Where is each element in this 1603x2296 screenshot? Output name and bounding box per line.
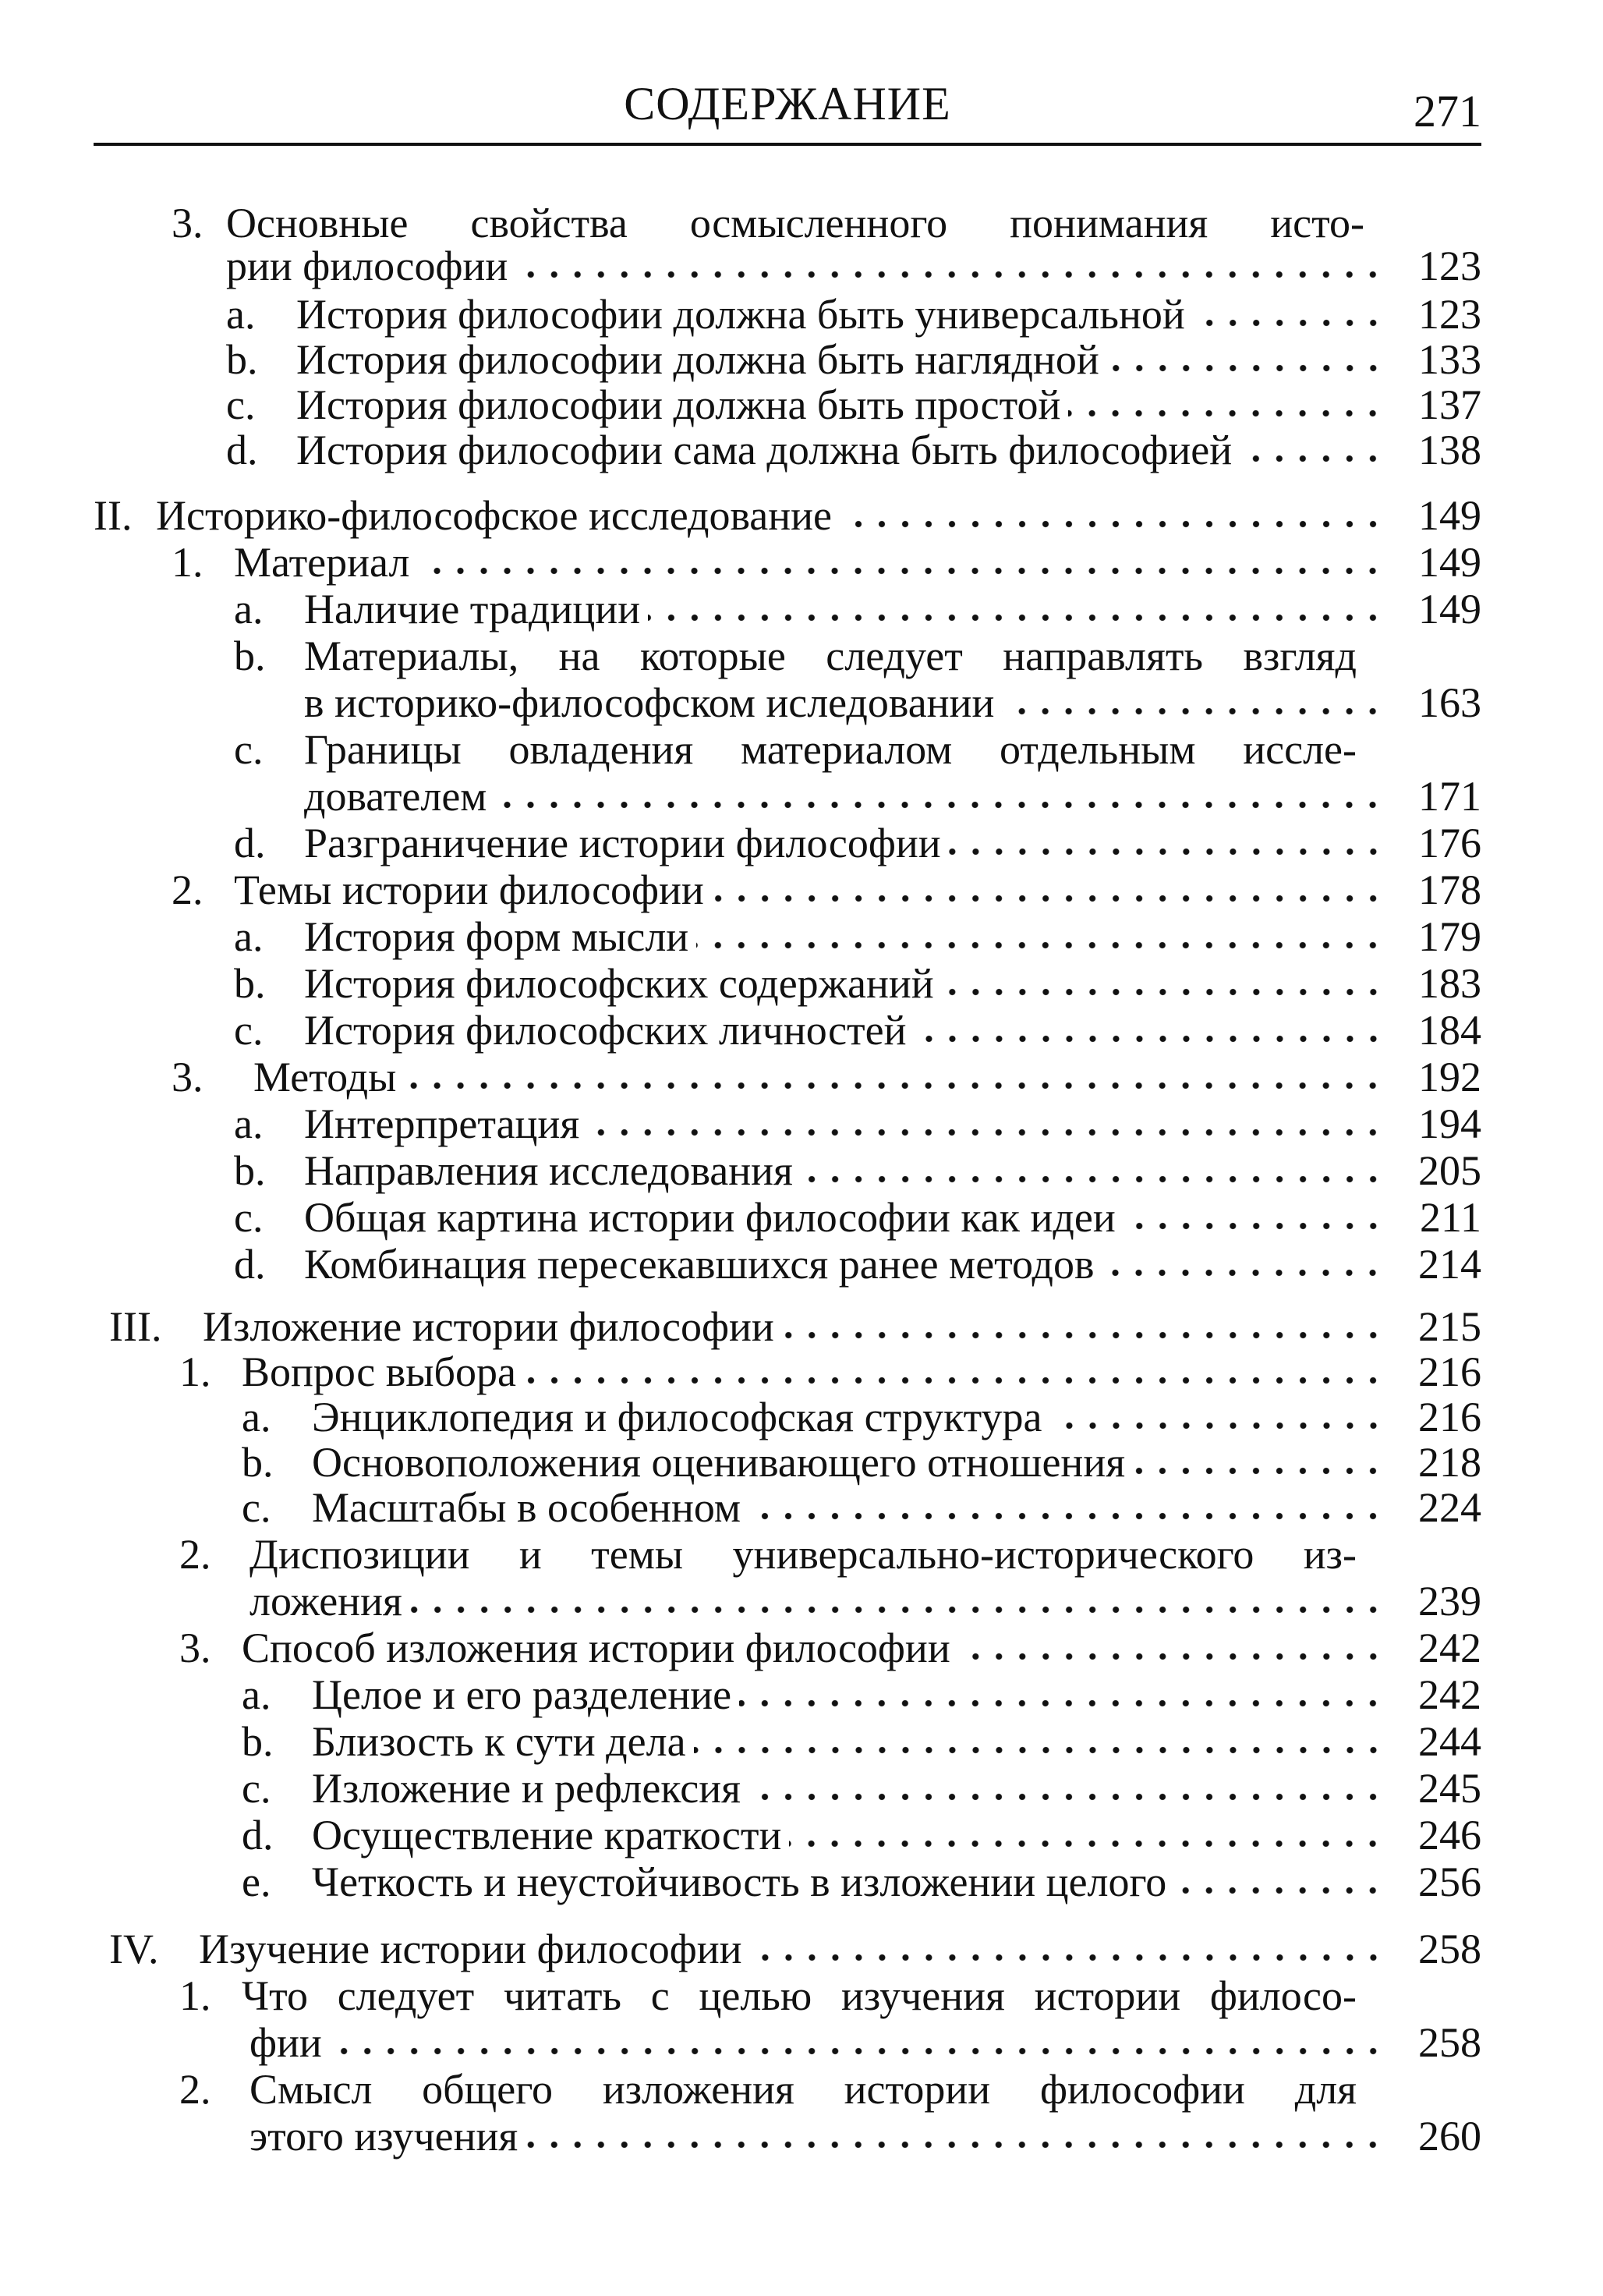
dot-leader: [1107, 363, 1385, 373]
toc-entry-page: 218: [1418, 1439, 1481, 1486]
toc-entry: [226, 335, 1481, 384]
toc-entry-page: 171: [1418, 773, 1481, 820]
dot-leader: [1133, 1466, 1385, 1476]
toc-entry-page: 244: [1418, 1718, 1481, 1765]
dot-leader: [748, 1792, 1385, 1802]
toc-entry: [242, 1811, 1481, 1859]
toc-entry: [242, 1764, 1481, 1812]
toc-entry-page: 258: [1418, 2019, 1481, 2066]
dot-leader: [801, 1175, 1385, 1184]
toc-entry-number: d.: [226, 427, 258, 473]
toc-entry-title: Способ изложения истории философии: [242, 1625, 950, 1671]
toc-entry-title: Направления исследования: [304, 1147, 793, 1194]
toc-entry-title: Темы истории философии: [234, 866, 704, 913]
toc-entry-title: в историко-философском иследовании: [304, 679, 995, 726]
dot-leader: [949, 847, 1385, 856]
dot-leader: [1124, 1221, 1385, 1231]
dot-leader: [782, 1330, 1385, 1340]
toc-entry-title: Историко-философское исследование: [156, 492, 832, 539]
toc-entry: [234, 959, 1481, 1008]
toc-entry-page: 214: [1418, 1241, 1481, 1288]
toc-entry-page: 246: [1418, 1812, 1481, 1858]
toc-entry: [234, 1100, 1481, 1148]
toc-entry-title: Наличие традиции: [304, 586, 641, 632]
toc-entry-number: 3.: [172, 200, 203, 246]
toc-entry-title: Четкость и неустойчивость в изложении целого: [312, 1858, 1167, 1905]
toc-entry-number: c.: [242, 1765, 271, 1812]
toc-entry-page: 178: [1418, 866, 1481, 913]
toc-entry-title: История философских личностей: [304, 1007, 907, 1054]
toc-entry-page: 123: [1418, 291, 1481, 338]
toc-entry: [109, 1925, 1481, 1973]
toc-entry: [249, 2018, 1481, 2067]
toc-entry-number: c.: [226, 381, 256, 428]
toc-entry-page: 176: [1418, 820, 1481, 866]
dot-leader: [1102, 1268, 1385, 1277]
toc-entry-page: 179: [1418, 913, 1481, 960]
toc-entry: [249, 2112, 1481, 2160]
toc-entry-title: История форм мысли: [304, 913, 689, 960]
toc-entry-number: 2.: [172, 866, 203, 913]
dot-leader: [915, 1034, 1385, 1043]
toc-entry: [242, 1483, 1481, 1532]
toc-entry-page: 137: [1418, 381, 1481, 428]
toc-entry-title: Изучение истории философии: [199, 1926, 742, 1972]
toc-entry-number: 1.: [179, 1348, 211, 1395]
dot-leader: [587, 1128, 1385, 1137]
toc-entry-page: 216: [1418, 1394, 1481, 1440]
toc-entry-number: b.: [242, 1718, 274, 1765]
toc-entry-number: c.: [234, 1194, 264, 1241]
toc-entry-page: 123: [1418, 243, 1481, 289]
toc-entry-page: 258: [1418, 1926, 1481, 1972]
toc-entry-title: Разграничение истории философии: [304, 820, 941, 866]
toc-entry-number: a.: [226, 291, 256, 338]
dot-leader: [494, 800, 1385, 810]
toc-entry-number: c.: [234, 1007, 264, 1054]
dot-leader: [1068, 409, 1385, 418]
toc-entry: [242, 1393, 1481, 1441]
toc-entry-page: 194: [1418, 1100, 1481, 1147]
dot-leader: [1240, 454, 1385, 463]
toc-entry-page: 239: [1418, 1578, 1481, 1625]
dot-leader: [840, 519, 1385, 529]
toc-entry-number: 2.: [179, 1531, 211, 1578]
toc-entry-page: 215: [1418, 1303, 1481, 1350]
toc-entry: [226, 381, 1481, 429]
toc-entry: [242, 1717, 1481, 1766]
toc-entry-number: II.: [94, 492, 133, 539]
toc-entry-number: c.: [234, 726, 264, 773]
toc-entry-page: 184: [1418, 1007, 1481, 1054]
dot-leader: [789, 1839, 1385, 1848]
toc-entry: [234, 912, 1481, 961]
toc-entry: [172, 1053, 1481, 1101]
toc-entry-page: 242: [1418, 1671, 1481, 1718]
dot-leader: [739, 1699, 1385, 1708]
toc-entry: [94, 491, 1481, 540]
toc-entry-page: 224: [1418, 1484, 1481, 1531]
dot-leader: [696, 941, 1385, 950]
toc-entry-page: 149: [1418, 586, 1481, 632]
dot-leader: [524, 1376, 1385, 1385]
toc-entry: [226, 242, 1481, 290]
toc-entry-title: История философии должна быть универсальной: [296, 291, 1185, 338]
dot-leader: [404, 1081, 1385, 1090]
toc-entry-number: a.: [234, 913, 264, 960]
toc-entry-number: b.: [242, 1439, 274, 1486]
toc-entry: [234, 1193, 1481, 1242]
toc-entry: [234, 725, 1357, 774]
toc-entry: [226, 290, 1481, 338]
toc-entry-title: Целое и его разделение: [312, 1671, 732, 1718]
toc-entry-number: a.: [242, 1671, 271, 1718]
toc-entry-title: ложения: [249, 1578, 402, 1625]
toc-entry: [234, 1006, 1481, 1054]
toc-entry-page: 163: [1418, 679, 1481, 726]
toc-entry-title: Общая картина истории философии как идеи: [304, 1194, 1116, 1241]
toc-entry: [242, 1438, 1481, 1486]
toc-entry-number: b.: [226, 336, 258, 383]
toc-entry-number: 1.: [172, 539, 203, 586]
toc-entry: [226, 426, 1481, 474]
toc-entry-page: 260: [1418, 2113, 1481, 2160]
toc-entry-title: История философии сама должна быть философией: [296, 427, 1233, 473]
toc-entry: [304, 772, 1481, 820]
toc-entry: [249, 1577, 1481, 1625]
toc-entry: [172, 538, 1481, 586]
toc-entry-number: a.: [242, 1394, 271, 1440]
toc-entry-page: 242: [1418, 1625, 1481, 1671]
toc-entry-page: 149: [1418, 492, 1481, 539]
running-title: СОДЕРЖАНИЕ: [624, 78, 951, 129]
toc-entry-page: 183: [1418, 960, 1481, 1007]
toc-entry-title: Комбинация пересекавшихся ранее методов: [304, 1241, 1095, 1288]
toc-entry-title: История философии должна быть наглядной: [296, 336, 1099, 383]
toc-entry-title: Основоположения оценивающего отношения: [312, 1439, 1126, 1486]
dot-leader: [330, 2046, 1385, 2056]
toc-entry-title: Изложение и рефлексия: [312, 1765, 741, 1812]
toc-entry-page: 211: [1420, 1194, 1481, 1241]
toc-entry-title: Границы овладения материалом отдельным иссле-: [304, 726, 1357, 773]
dot-leader: [648, 613, 1385, 622]
dot-leader: [515, 270, 1385, 279]
dot-leader: [694, 1745, 1385, 1755]
toc-entry-number: 3.: [172, 1054, 203, 1100]
toc-entry-number: d.: [234, 820, 266, 866]
dot-leader: [1002, 707, 1385, 716]
toc-entry-title: Материал: [234, 539, 410, 586]
toc-entry-page: 245: [1418, 1765, 1481, 1812]
toc-entry: [179, 1530, 1357, 1578]
page-number: 271: [1414, 86, 1481, 136]
toc-entry-page: 149: [1418, 539, 1481, 586]
toc-entry: [242, 1671, 1481, 1719]
toc-entry-number: d.: [234, 1241, 266, 1288]
toc-entry-number: 3.: [179, 1625, 211, 1671]
toc-entry-title: Смысл общего изложения истории философии для: [249, 2066, 1357, 2113]
dot-leader: [525, 2140, 1385, 2149]
dot-leader: [712, 894, 1385, 903]
toc-entry-title: Материалы, на которые следует направлять взгляд: [304, 632, 1357, 679]
toc-entry-title: Масштабы в особенном: [312, 1484, 741, 1531]
toc-entry-title: История философских содержаний: [304, 960, 934, 1007]
toc-entry-title: Интерпретация: [304, 1100, 580, 1147]
toc-entry-number: a.: [234, 1100, 264, 1147]
dot-leader: [958, 1652, 1385, 1661]
toc-entry: [234, 632, 1357, 680]
toc-entry: [242, 1858, 1481, 1906]
toc-entry: [234, 819, 1481, 867]
toc-entry-page: 138: [1418, 427, 1481, 473]
toc-entry-title: рии философии: [226, 243, 508, 289]
toc-entry-number: e.: [242, 1858, 271, 1905]
toc-entry-title: История философии должна быть простой: [296, 381, 1061, 428]
toc-entry: [179, 2065, 1357, 2114]
toc-entry: [172, 199, 1364, 247]
toc-entry-number: a.: [234, 586, 264, 632]
toc-entry: [234, 585, 1481, 633]
toc-entry: [172, 866, 1481, 914]
toc-entry: [234, 1146, 1481, 1195]
toc-entry: [179, 1348, 1481, 1396]
dot-leader: [1193, 318, 1385, 328]
toc-entry-title: Методы: [253, 1054, 397, 1100]
toc-entry-title: Основные свойства осмысленного понимания исто-: [226, 200, 1364, 246]
toc-entry-number: 1.: [179, 1972, 211, 2019]
toc-entry-number: b.: [234, 960, 266, 1007]
toc-entry: [304, 679, 1481, 727]
dot-leader: [1174, 1886, 1385, 1895]
toc-entry-title: Изложение истории философии: [203, 1303, 774, 1350]
toc-entry-number: c.: [242, 1484, 271, 1531]
toc-entry-number: III.: [109, 1303, 162, 1350]
toc-entry: [179, 1624, 1481, 1672]
toc-entry-number: b.: [234, 1147, 266, 1194]
toc-entry-title: Вопрос выбора: [242, 1348, 516, 1395]
dot-leader: [1050, 1421, 1385, 1430]
toc-entry-title: этого изучения: [249, 2113, 518, 2160]
toc-entry-page: 205: [1418, 1147, 1481, 1194]
toc-entry: [179, 1972, 1357, 2020]
toc-entry-title: Что следует читать с целью изучения истории филосо-: [242, 1972, 1357, 2019]
dot-leader: [750, 1953, 1385, 1962]
toc-entry: [109, 1302, 1481, 1351]
toc-entry-title: Осуществление краткости: [312, 1812, 782, 1858]
toc-entry-title: фии: [249, 2019, 322, 2066]
toc-entry-title: дователем: [304, 773, 487, 820]
toc-entry-title: Энциклопедия и философская структура: [312, 1394, 1042, 1440]
toc-entry-title: Близость к сути дела: [312, 1718, 686, 1765]
toc-entry-page: 133: [1418, 336, 1481, 383]
toc-entry-number: IV.: [109, 1926, 159, 1972]
toc-entry-title: Диспозиции и темы универсально-исторического из-: [249, 1531, 1357, 1578]
toc-entry-number: b.: [234, 632, 266, 679]
dot-leader: [417, 566, 1385, 576]
toc-entry: [234, 1240, 1481, 1288]
dot-leader: [410, 1605, 1385, 1614]
toc-entry-number: d.: [242, 1812, 274, 1858]
dot-leader: [748, 1511, 1385, 1521]
dot-leader: [942, 987, 1385, 997]
toc-entry-page: 192: [1418, 1054, 1481, 1100]
toc-entry-number: 2.: [179, 2066, 211, 2113]
toc-entry-page: 256: [1418, 1858, 1481, 1905]
toc-entry-page: 216: [1418, 1348, 1481, 1395]
